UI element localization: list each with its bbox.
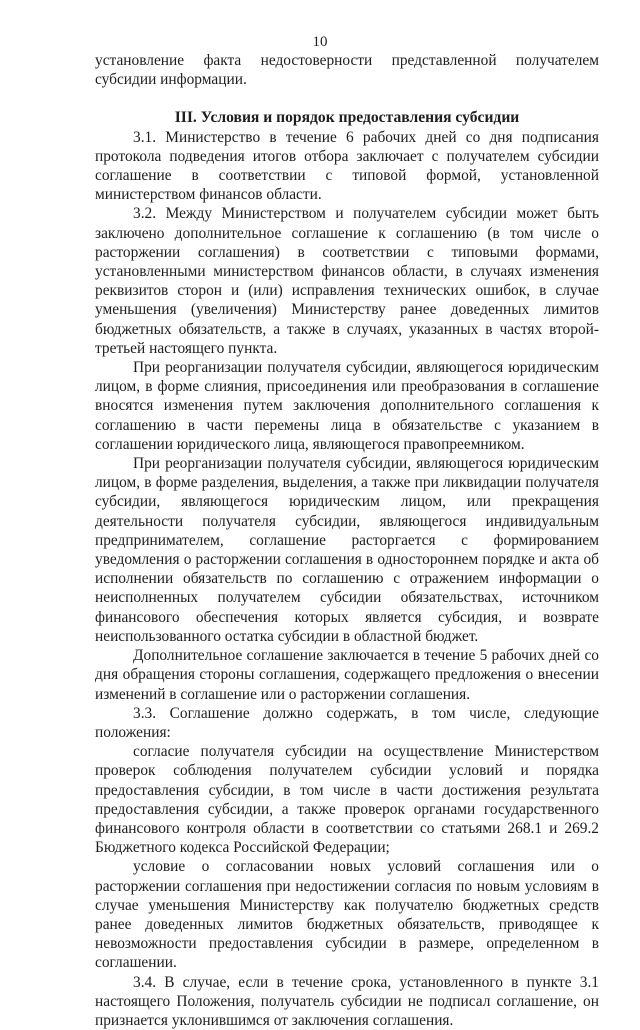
- continuation-paragraph: установление факта недостоверности представленной получателем субсидии информации.: [95, 52, 599, 89]
- document-body: [95, 51, 599, 1030]
- paragraph-3-2: 3.2. Между Министерством и получателем субсидии может быть заключено дополнительное соглашение к соглашению (в том числе о расторжении соглашения) в соответствии с типовыми формами, установленными министерством финансов области, в случаях изменения реквизитов сторон и (или) исправления технических ошибок, в случае уменьшения (увеличения) Министерству ранее доведенных лимитов бюджетных обязательств, а также в случаях, указанных в частях второй-третьей настоящего пункта.: [95, 205, 599, 357]
- paragraph-condition: условие о согласовании новых условий соглашения или о расторжении соглашения при недостижении согласия по новым условиям в случае уменьшения Министерству как получателю бюджетных средств ранее доведенных лимитов бюджетных обязательств, приводящее к невозможности предоставления субсидии в размере, определенном в соглашении.: [95, 858, 599, 972]
- paragraph-3-1: 3.1. Министерство в течение 6 рабочих дней со дня подписания протокола подведения итогов отбора заключает с получателем субсидии соглашение в соответствии с типовой формой, установленной министерством финансов области.: [95, 128, 599, 204]
- paragraph-3-3: 3.3. Соглашение должно содержать, в том числе, следующие положения:: [95, 704, 599, 741]
- paragraph-additional-agreement: Дополнительное соглашение заключается в течение 5 рабочих дней со дня обращения стороны соглашения, содержащего предложения о внесении изменений в соглашение или о расторжении соглашения.: [95, 647, 599, 703]
- paragraph-reorganization-division: При реорганизации получателя субсидии, являющегося юридическим лицом, в форме разделения, выделения, а также при ликвидации получателя субсидии, являющегося юридическим лицом, или прекращения деятельности получателя субсидии, являющегося индивидуальным предпринимателем, соглашение расторгается с формированием уведомления о расторжении соглашения в одностороннем порядке и акта об исполнении обязательств по соглашению с отражением информации о неисполненных получателем субсидии обязательствах, источником финансового обеспечения которых является субсидия, и возврате неиспользованного остатка субсидии в областной бюджет.: [95, 455, 599, 645]
- page-number: 10: [312, 34, 328, 50]
- section-heading: III. Условия и порядок предоставления субсидии: [174, 109, 520, 127]
- paragraph-reorganization-merger: При реорганизации получателя субсидии, являющегося юридическим лицом, в форме слияния, присоединения или преобразования в соглашение вносятся изменения путем заключения дополнительного соглашения к соглашению в части перемены лица в обязательстве с указанием в соглашении юридического лица, являющегося правопреемником.: [95, 359, 599, 453]
- paragraph-3-4: 3.4. В случае, если в течение срока, установленного в пункте 3.1 настоящего Положения, получатель субсидии не подписал соглашение, он признается уклонившимся от заключения соглашения.: [95, 973, 599, 1029]
- paragraph-consent: согласие получателя субсидии на осуществление Министерством проверок соблюдения получателем субсидии условий и порядка предоставления субсидии, в том числе в части достижения результата предоставления субсидии, а также проверок органами государственного финансового контроля области в соответствии со статьями 268.1 и 269.2 Бюджетного кодекса Российской Федерации;: [95, 743, 599, 857]
